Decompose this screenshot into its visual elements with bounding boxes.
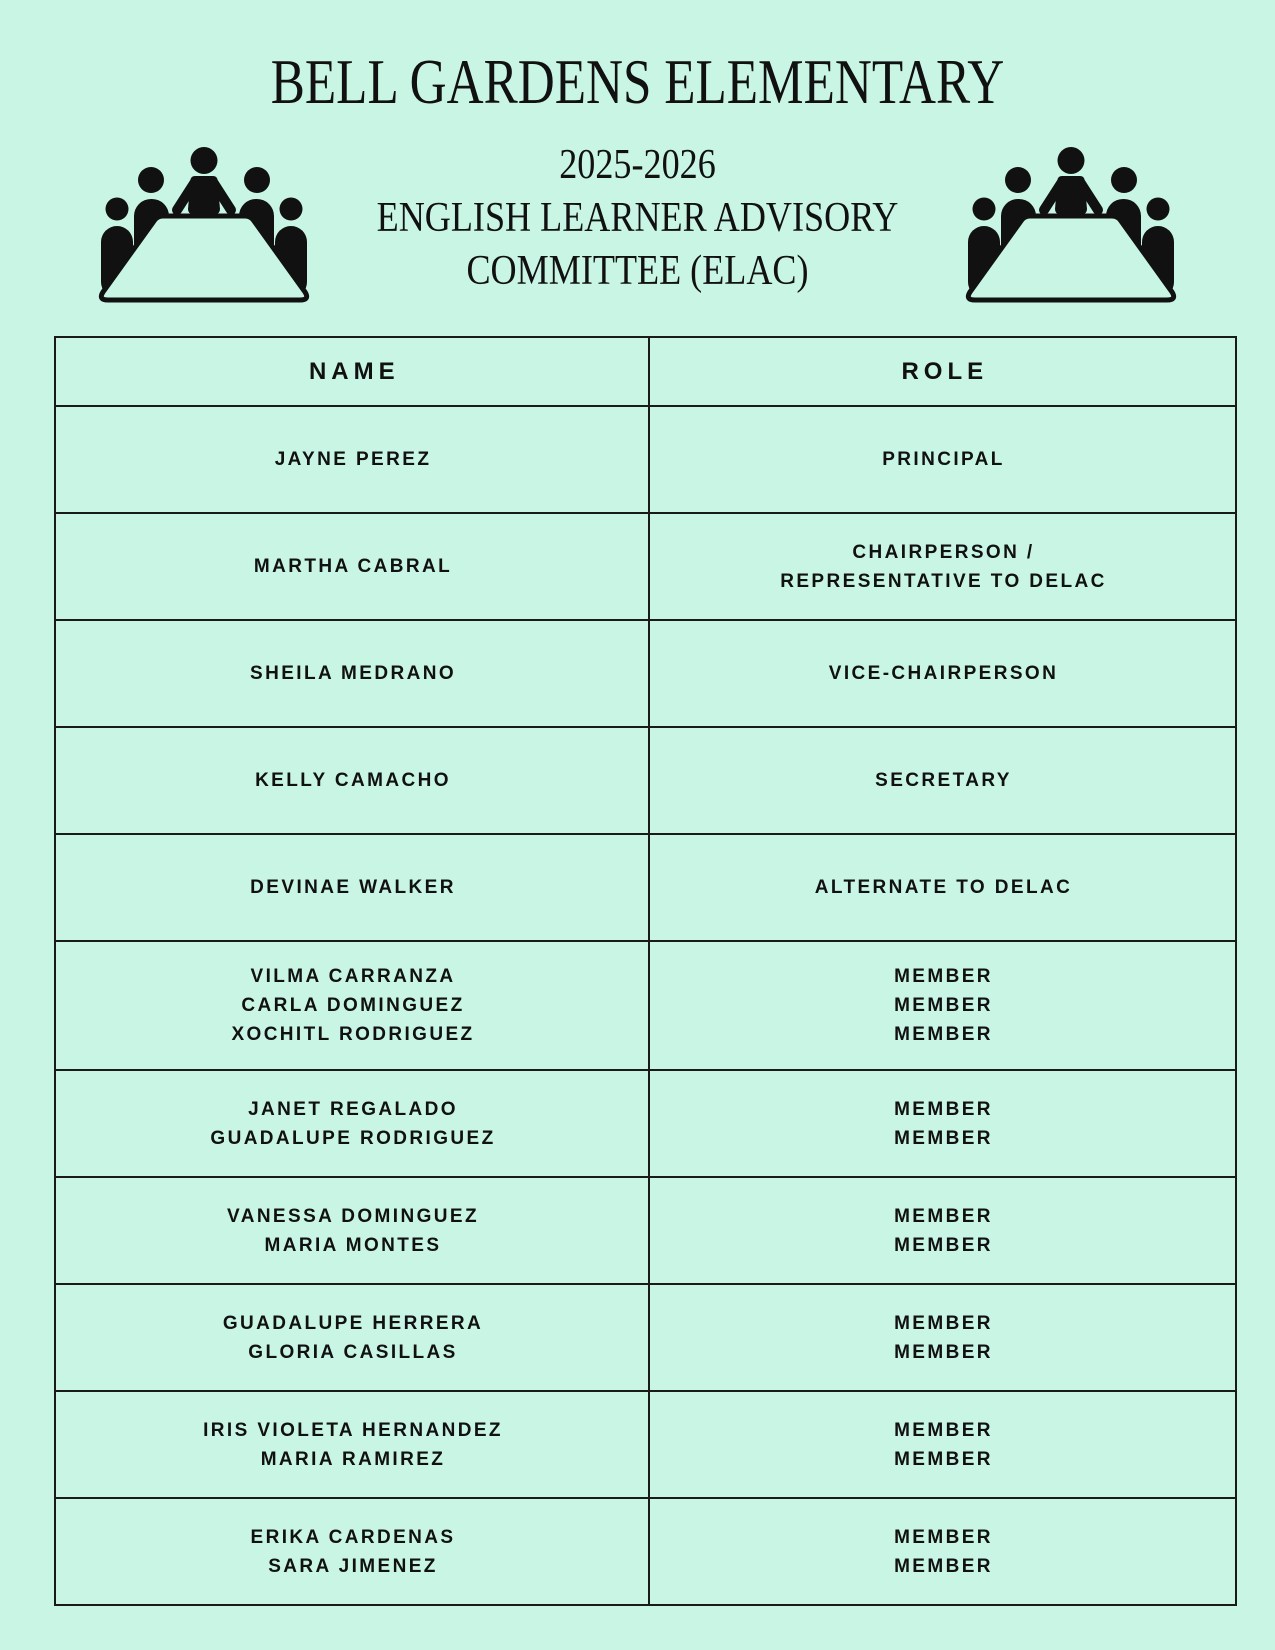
name-cell xyxy=(56,1071,650,1176)
role-text: MEMBER xyxy=(894,995,993,1016)
role-text: MEMBER xyxy=(894,1127,993,1149)
name-cell xyxy=(56,1285,650,1390)
name-cell xyxy=(56,1392,650,1497)
meeting-table-icon xyxy=(98,147,310,307)
name-cell xyxy=(56,942,650,1069)
role-cell xyxy=(650,514,1235,619)
name-text: GLORIA CASILLAS xyxy=(248,1341,458,1363)
name-text: XOCHITL RODRIGUEZ xyxy=(231,1024,475,1045)
column-header-role: ROLE xyxy=(901,357,989,385)
name-text: JAYNE PEREZ xyxy=(274,449,432,470)
name-text: GUADALUPE HERRERA xyxy=(222,1312,484,1334)
table-row xyxy=(56,1497,1235,1604)
name-text: CARLA DOMINGUEZ xyxy=(241,995,465,1016)
meeting-table-icon xyxy=(965,147,1177,307)
role-cell xyxy=(650,1285,1235,1390)
name-text: JANET REGALADO xyxy=(248,1098,458,1120)
role-text: MEMBER xyxy=(894,1448,993,1470)
role-cell xyxy=(650,1178,1235,1283)
name-text: IRIS VIOLETA HERNANDEZ xyxy=(203,1419,503,1441)
role-text: MEMBER xyxy=(894,1234,993,1256)
name-cell xyxy=(56,835,650,940)
role-text: ALTERNATE TO DELAC xyxy=(814,877,1073,898)
committee-table xyxy=(54,336,1237,1606)
name-text: DEVINAE WALKER xyxy=(250,877,456,898)
name-text: VANESSA DOMINGUEZ xyxy=(227,1205,479,1227)
table-header-row xyxy=(56,338,1235,405)
table-row xyxy=(56,940,1235,1069)
role-cell xyxy=(650,942,1235,1069)
committee-name-line1: ENGLISH LEARNER ADVISORY xyxy=(376,195,899,241)
role-cell xyxy=(650,1071,1235,1176)
role-cell xyxy=(650,835,1235,940)
name-text: SHEILA MEDRANO xyxy=(250,663,457,684)
role-text: MEMBER xyxy=(894,1526,993,1548)
table-row xyxy=(56,1390,1235,1497)
role-text: VICE-CHAIRPERSON xyxy=(828,663,1059,684)
table-row xyxy=(56,405,1235,512)
role-cell xyxy=(650,407,1235,512)
role-text: MEMBER xyxy=(894,1555,993,1577)
table-row xyxy=(56,833,1235,940)
role-text: PRINCIPAL xyxy=(882,449,1005,470)
role-text: MEMBER xyxy=(894,1341,993,1363)
role-text: MEMBER xyxy=(894,1205,993,1227)
role-cell xyxy=(650,1392,1235,1497)
role-text: MEMBER xyxy=(894,1024,993,1045)
name-text: ERIKA CARDENAS xyxy=(250,1526,456,1548)
role-text: MEMBER xyxy=(894,1419,993,1441)
table-row xyxy=(56,1069,1235,1176)
role-text: REPRESENTATIVE TO DELAC xyxy=(780,570,1107,592)
name-cell xyxy=(56,728,650,833)
table-row xyxy=(56,512,1235,619)
role-text: MEMBER xyxy=(894,1312,993,1334)
name-text: MARIA MONTES xyxy=(264,1234,442,1256)
table-row xyxy=(56,619,1235,726)
name-text: VILMA CARRANZA xyxy=(250,966,456,987)
year-text: 2025-2026 xyxy=(559,142,716,188)
name-cell xyxy=(56,407,650,512)
table-row xyxy=(56,1283,1235,1390)
name-cell xyxy=(56,1178,650,1283)
role-text: MEMBER xyxy=(894,1098,993,1120)
role-text: CHAIRPERSON / xyxy=(852,541,1035,563)
table-row xyxy=(56,1176,1235,1283)
role-text: MEMBER xyxy=(894,966,993,987)
role-text: SECRETARY xyxy=(875,770,1012,791)
table-row xyxy=(56,726,1235,833)
name-text: KELLY CAMACHO xyxy=(255,770,451,791)
role-cell xyxy=(650,728,1235,833)
name-text: GUADALUPE RODRIGUEZ xyxy=(210,1127,496,1149)
name-text: SARA JIMENEZ xyxy=(268,1555,438,1577)
role-cell xyxy=(650,621,1235,726)
name-cell xyxy=(56,1499,650,1604)
role-cell xyxy=(650,1499,1235,1604)
name-text: MARTHA CABRAL xyxy=(253,556,453,577)
name-cell xyxy=(56,514,650,619)
school-title: BELL GARDENS ELEMENTARY xyxy=(270,46,1005,117)
name-text: MARIA RAMIREZ xyxy=(260,1448,446,1470)
name-cell xyxy=(56,621,650,726)
column-header-name: NAME xyxy=(56,338,650,405)
committee-name-line2: COMMITTEE (ELAC) xyxy=(466,248,809,294)
